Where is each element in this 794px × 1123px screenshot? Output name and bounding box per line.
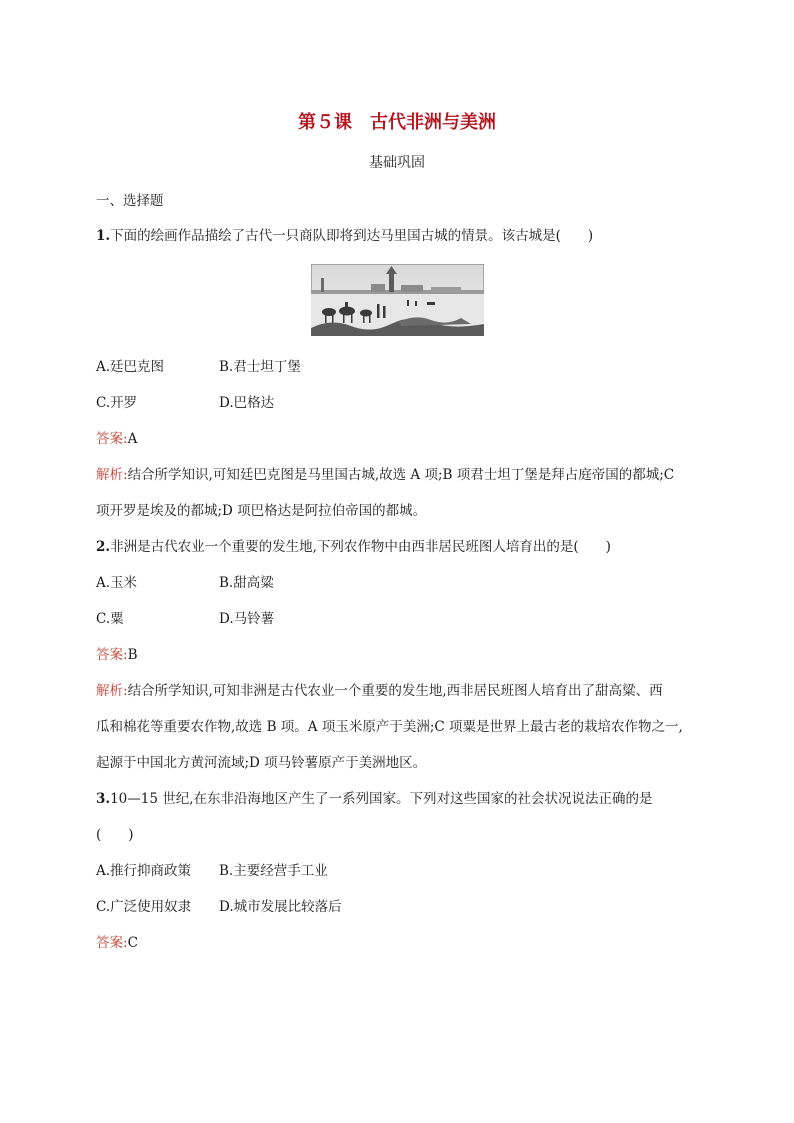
q1-option-a: A.廷巴克图 <box>96 359 165 375</box>
question-3 <box>96 789 653 809</box>
answer-value: C <box>127 935 138 951</box>
q2-answer <box>96 645 137 665</box>
lesson-title: 第５课 古代非洲与美洲 <box>298 112 496 133</box>
q1-option-d: D.巴格达 <box>219 395 275 411</box>
q3-answer <box>96 933 138 953</box>
analysis-text: 结合所学知识,可知非洲是古代农业一个重要的发生地,西非居民班图人培育出了甜高粱、西 <box>127 683 663 699</box>
q2-option-a: A.玉米 <box>96 575 138 591</box>
question-3-paren: ( ) <box>96 827 134 843</box>
question-1 <box>96 226 593 246</box>
q2-option-b: B.甜高粱 <box>219 575 274 591</box>
q2-analysis-line-3: 起源于中国北方黄河流域;D 项马铃薯原产于美洲地区。 <box>96 755 427 771</box>
q2-analysis-line-2: 瓜和棉花等重要农作物,故选 B 项。A 项玉米原产于美洲;C 项粟是世界上最古老的栽培农作物之一, <box>96 719 683 735</box>
q1-analysis-line-2: 项开罗是埃及的都城;D 项巴格达是阿拉伯帝国的都城。 <box>96 503 427 519</box>
q1-analysis-line-1 <box>96 465 674 485</box>
q3-option-d: D.城市发展比较落后 <box>219 899 342 915</box>
answer-label: 答案: <box>96 431 128 447</box>
q3-option-b: B.主要经营手工业 <box>219 863 328 879</box>
q3-option-a: A.推行抑商政策 <box>96 863 192 879</box>
q2-option-c: C.粟 <box>96 611 124 627</box>
section-heading: 一、选择题 <box>96 193 164 209</box>
answer-label: 答案: <box>96 935 128 951</box>
section-subtitle: 基础巩固 <box>369 155 425 171</box>
answer-value: B <box>127 647 138 663</box>
question-2 <box>96 537 611 557</box>
q1-option-b: B.君士坦丁堡 <box>219 359 301 375</box>
question-stem: 下面的绘画作品描绘了古代一只商队即将到达马里国古城的情景。该古城是( ) <box>110 228 594 244</box>
analysis-text: 结合所学知识,可知廷巴克图是马里国古城,故选 A 项;B 项君士坦丁堡是拜占庭帝国的都城;C <box>127 467 675 483</box>
answer-label: 答案: <box>96 647 128 663</box>
analysis-label: 解析: <box>96 683 128 699</box>
question-number: 2. <box>96 539 111 555</box>
analysis-label: 解析: <box>96 467 128 483</box>
caravan-illustration <box>311 264 484 336</box>
q1-answer <box>96 429 137 449</box>
question-stem: 10—15 世纪,在东非沿海地区产生了一系列国家。下列对这些国家的社会状况说法正确的是 <box>110 791 653 807</box>
q2-analysis-line-1 <box>96 681 663 701</box>
q2-option-d: D.马铃薯 <box>219 611 275 627</box>
question-number: 3. <box>96 791 111 807</box>
question-stem: 非洲是古代农业一个重要的发生地,下列农作物中由西非居民班图人培育出的是( ) <box>110 539 611 555</box>
answer-value: A <box>127 431 138 447</box>
q1-option-c: C.开罗 <box>96 395 138 411</box>
question-number: 1. <box>96 228 111 244</box>
q3-option-c: C.广泛使用奴隶 <box>96 899 192 915</box>
